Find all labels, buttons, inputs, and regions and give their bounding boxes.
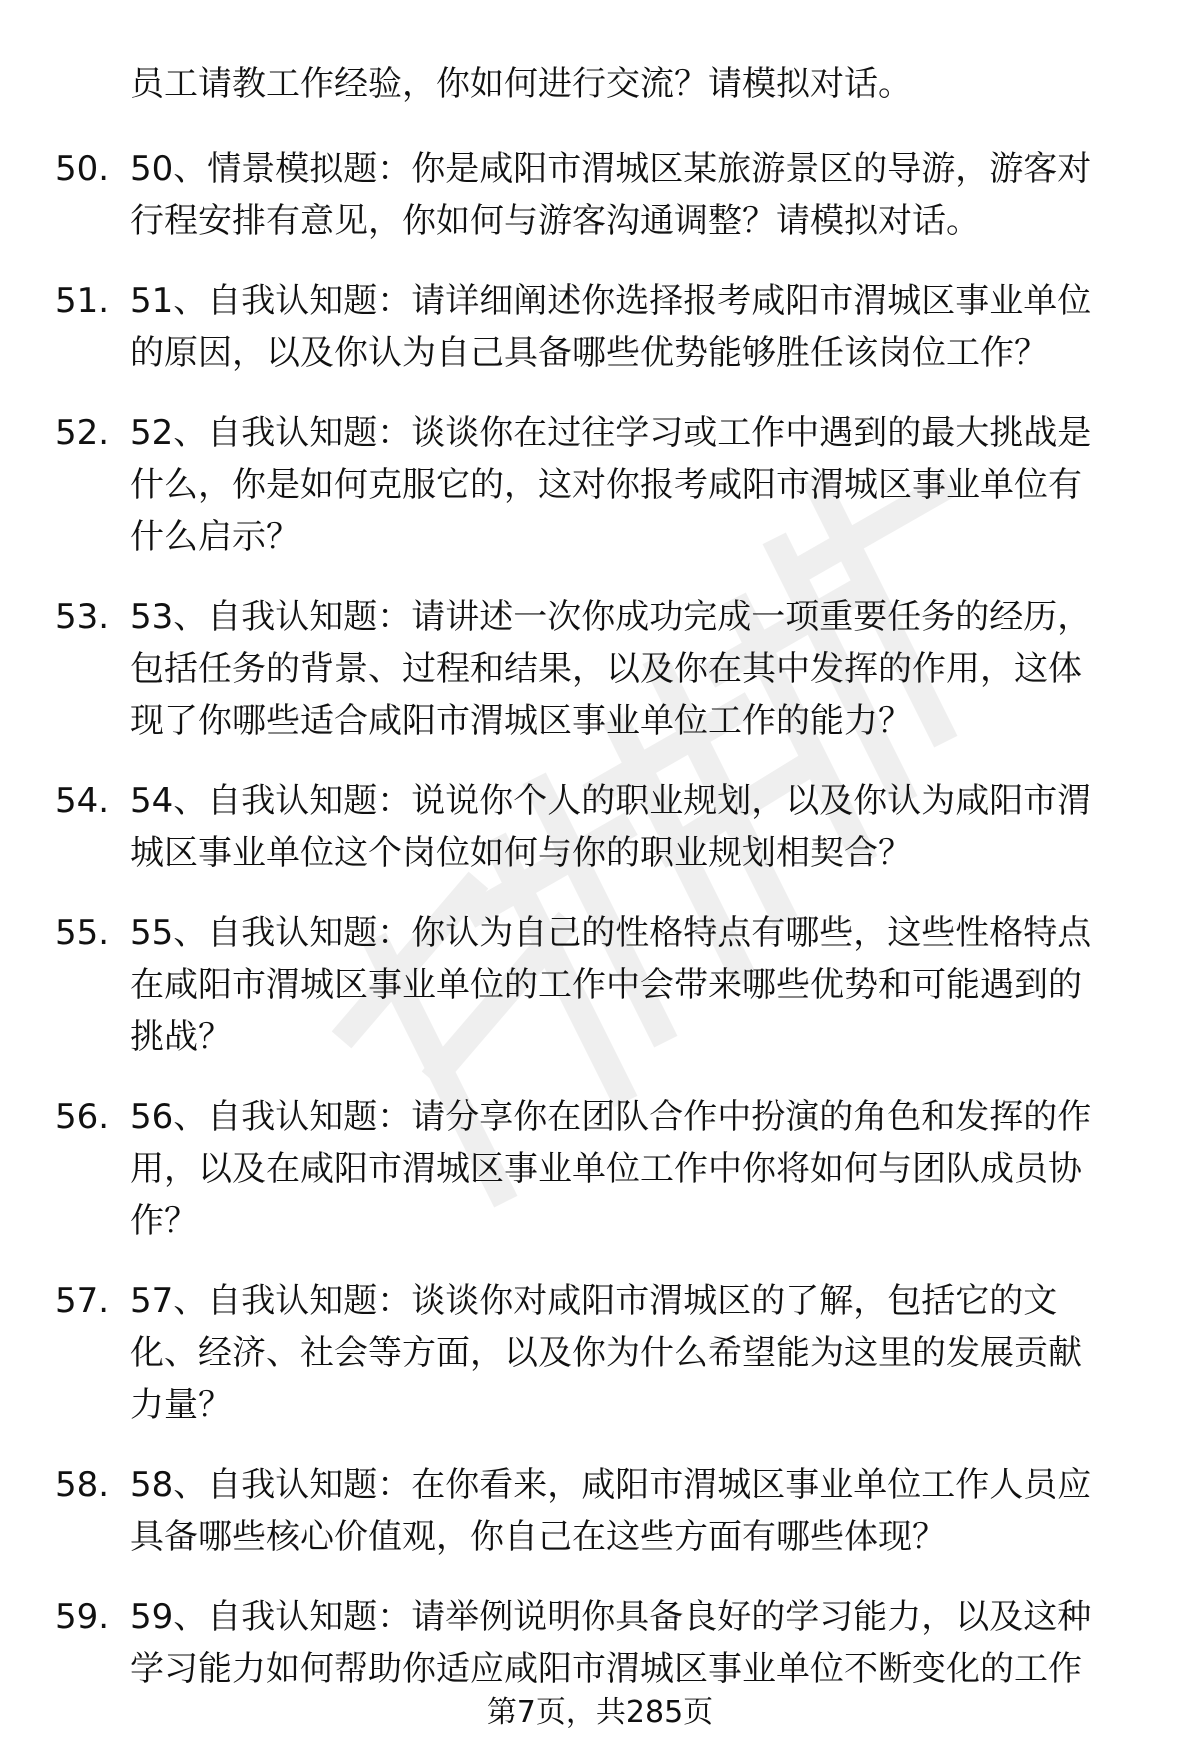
page-footer: 第7页，共285页 <box>486 1695 714 1730</box>
item-text-line: 52、自我认知题：谈谈你在过往学习或工作中遇到的最大挑战是 <box>130 413 1092 453</box>
item-text <box>130 407 1145 563</box>
item-text-line: 化、经济、社会等方面，以及你为什么希望能为这里的发展贡献 <box>130 1333 1082 1373</box>
item-text-line: 包括任务的背景、过程和结果，以及你在其中发挥的作用，这体 <box>130 649 1082 689</box>
list-item <box>0 775 1200 879</box>
item-text-line: 57、自我认知题：谈谈你对咸阳市渭城区的了解，包括它的文 <box>130 1281 1058 1321</box>
list-item <box>0 275 1200 379</box>
carry-over-text: 员工请教工作经验，你如何进行交流？请模拟对话。 <box>130 64 912 104</box>
item-text-line: 学习能力如何帮助你适应咸阳市渭城区事业单位不断变化的工作 <box>130 1649 1082 1689</box>
item-text-line: 具备哪些核心价值观，你自己在这些方面有哪些体现？ <box>130 1517 946 1557</box>
list-item <box>0 1091 1200 1247</box>
item-text <box>130 143 1145 247</box>
question-list <box>0 143 1200 1723</box>
item-text-line: 用，以及在咸阳市渭城区事业单位工作中你将如何与团队成员协 <box>130 1149 1082 1189</box>
item-text-line: 挑战？ <box>130 1017 232 1057</box>
item-text-line: 现了你哪些适合咸阳市渭城区事业单位工作的能力？ <box>130 701 912 741</box>
list-item <box>0 143 1200 247</box>
item-number: 56. <box>55 1097 110 1137</box>
item-text-line: 55、自我认知题：你认为自己的性格特点有哪些，这些性格特点 <box>130 913 1092 953</box>
list-item <box>0 1275 1200 1431</box>
item-number: 57. <box>55 1281 110 1321</box>
item-number: 50. <box>55 149 110 189</box>
item-text <box>130 591 1145 747</box>
item-number: 58. <box>55 1465 110 1505</box>
item-text <box>130 1459 1145 1563</box>
item-text <box>130 775 1145 879</box>
list-item <box>0 407 1200 563</box>
item-number: 53. <box>55 597 110 637</box>
item-text-line: 51、自我认知题：请详细阐述你选择报考咸阳市渭城区事业单位 <box>130 281 1092 321</box>
item-text-line: 53、自我认知题：请讲述一次你成功完成一项重要任务的经历， <box>130 597 1092 637</box>
item-text <box>130 907 1145 1063</box>
item-text-line: 城区事业单位这个岗位如何与你的职业规划相契合？ <box>130 833 912 873</box>
item-text-line: 什么启示？ <box>130 517 300 557</box>
item-text <box>130 1091 1145 1247</box>
item-text-line: 的原因，以及你认为自己具备哪些优势能够胜任该岗位工作？ <box>130 333 1048 373</box>
item-number: 54. <box>55 781 110 821</box>
item-number: 51. <box>55 281 110 321</box>
list-item <box>0 907 1200 1063</box>
item-text-line: 在咸阳市渭城区事业单位的工作中会带来哪些优势和可能遇到的 <box>130 965 1082 1005</box>
item-text-line: 什么，你是如何克服它的，这对你报考咸阳市渭城区事业单位有 <box>130 465 1082 505</box>
list-item <box>0 1591 1200 1695</box>
item-number: 52. <box>55 413 110 453</box>
item-number: 59. <box>55 1597 110 1637</box>
item-number: 55. <box>55 913 110 953</box>
item-text-line: 行程安排有意见，你如何与游客沟通调整？请模拟对话。 <box>130 201 980 241</box>
item-text-line: 59、自我认知题：请举例说明你具备良好的学习能力，以及这种 <box>130 1597 1092 1637</box>
item-text-line: 作？ <box>130 1201 198 1241</box>
item-text-line: 50、情景模拟题：你是咸阳市渭城区某旅游景区的导游，游客对 <box>130 149 1092 189</box>
item-text-line: 56、自我认知题：请分享你在团队合作中扮演的角色和发挥的作 <box>130 1097 1092 1137</box>
item-text <box>130 1591 1145 1695</box>
item-text-line: 58、自我认知题：在你看来，咸阳市渭城区事业单位工作人员应 <box>130 1465 1092 1505</box>
list-item <box>0 1459 1200 1563</box>
list-item <box>0 591 1200 747</box>
item-text-line: 力量？ <box>130 1385 232 1425</box>
item-text <box>130 1275 1145 1431</box>
item-text-line: 54、自我认知题：说说你个人的职业规划，以及你认为咸阳市渭 <box>130 781 1092 821</box>
item-text <box>130 275 1145 379</box>
